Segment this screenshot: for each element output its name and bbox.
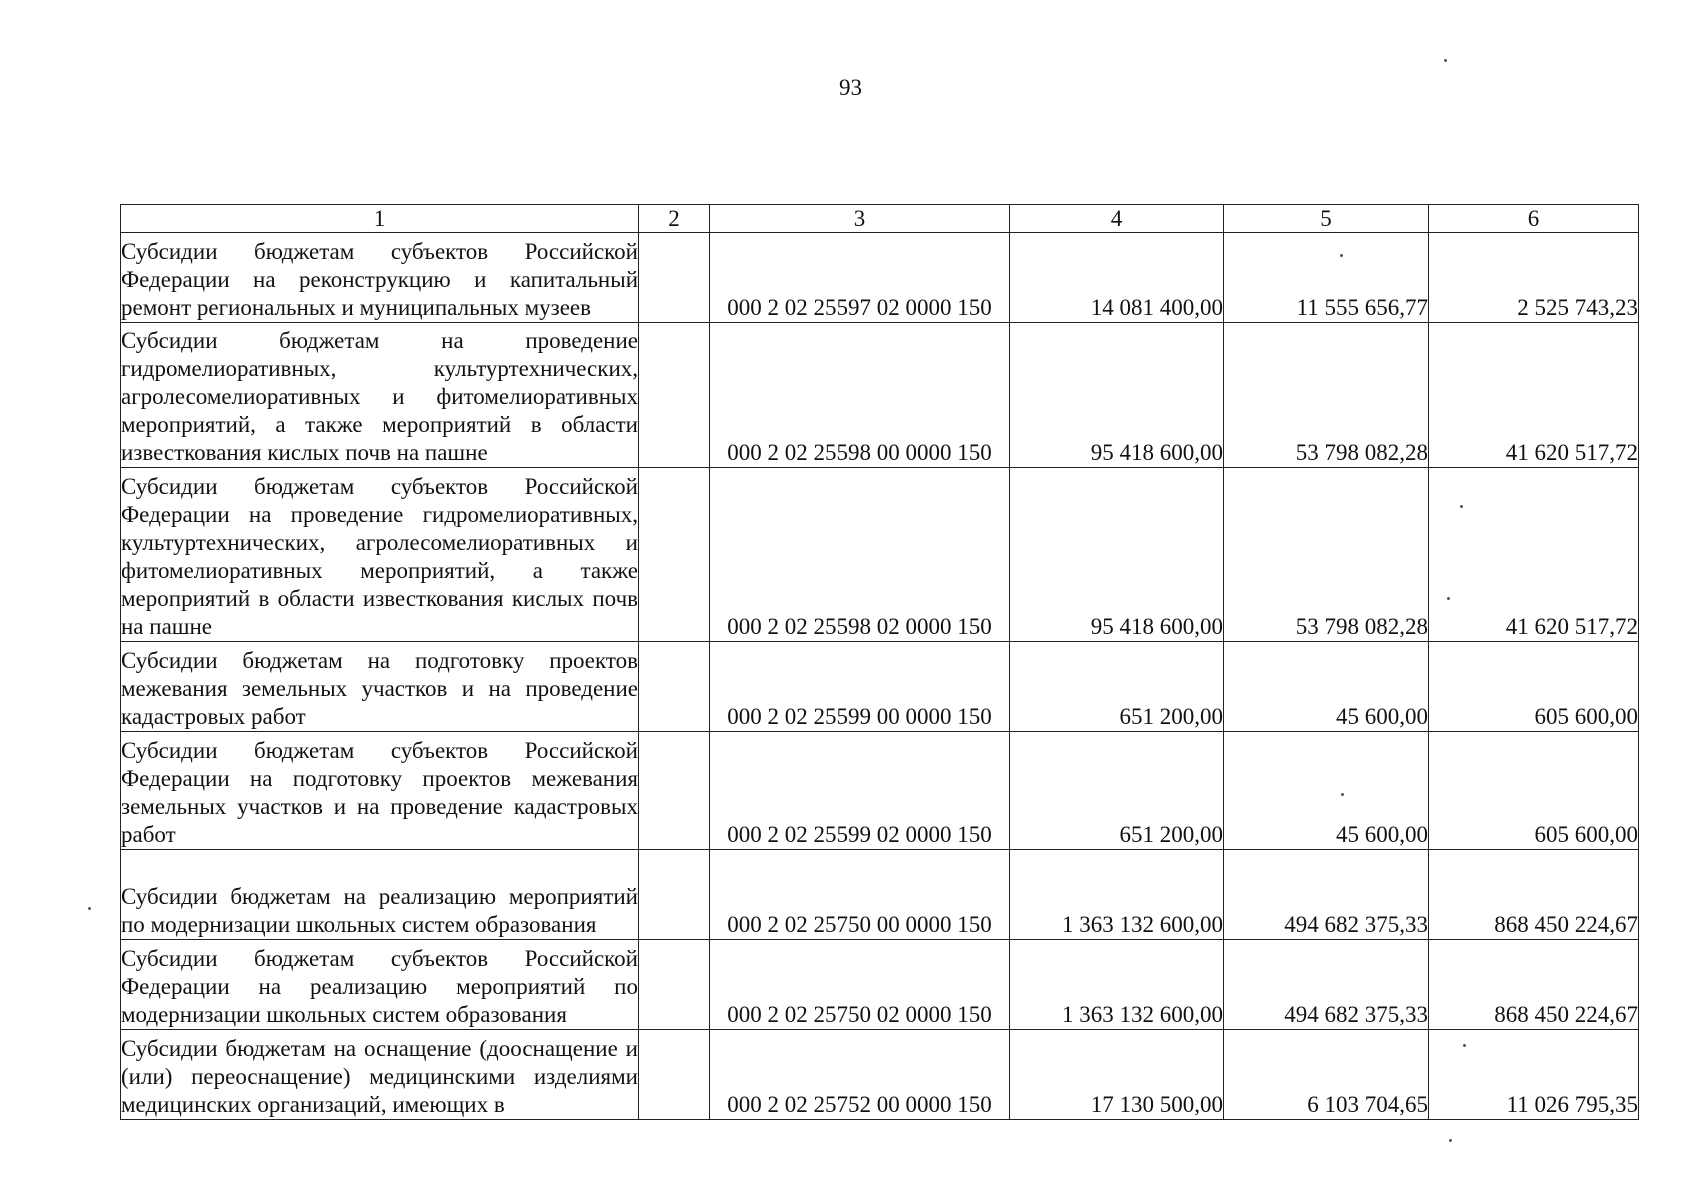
row-col2 (639, 732, 710, 850)
row-remaining: 868 450 224,67 (1429, 940, 1639, 1030)
scan-speck (1341, 793, 1344, 796)
table-row (121, 642, 1639, 732)
row-code: 000 2 02 25750 00 0000 150 (710, 850, 1010, 940)
scan-speck (1447, 597, 1450, 600)
row-executed: 11 555 656,77 (1224, 233, 1429, 323)
row-approved: 17 130 500,00 (1010, 1030, 1224, 1120)
row-approved: 95 418 600,00 (1010, 323, 1224, 468)
row-remaining: 11 026 795,35 (1429, 1030, 1639, 1120)
row-remaining: 868 450 224,67 (1429, 850, 1639, 940)
row-code: 000 2 02 25599 02 0000 150 (710, 732, 1010, 850)
header-col-6: 6 (1429, 205, 1639, 233)
row-col2 (639, 940, 710, 1030)
row-col2 (639, 323, 710, 468)
row-approved: 95 418 600,00 (1010, 468, 1224, 642)
row-col2 (639, 850, 710, 940)
row-code: 000 2 02 25597 02 0000 150 (710, 233, 1010, 323)
header-col-4: 4 (1010, 205, 1224, 233)
table-row (121, 1030, 1639, 1120)
row-approved: 651 200,00 (1010, 642, 1224, 732)
table-row (121, 323, 1639, 468)
row-description: Субсидии бюджетам на подготовку проектов межевания земельных участков и на проведение кадастровых работ (121, 642, 639, 732)
header-col-1: 1 (121, 205, 639, 233)
row-description: Субсидии бюджетам на проведение гидромелиоративных, культуртехнических, агролесомелиоративных и фитомелиоративных мероприятий, а также мероприятий в области известкования кислых почв на пашне (121, 323, 639, 468)
row-executed: 53 798 082,28 (1224, 468, 1429, 642)
row-code: 000 2 02 25598 02 0000 150 (710, 468, 1010, 642)
scan-speck (1340, 254, 1343, 257)
row-code: 000 2 02 25750 02 0000 150 (710, 940, 1010, 1030)
scan-speck (88, 907, 91, 910)
page-number: 93 (839, 75, 862, 100)
row-executed: 494 682 375,33 (1224, 940, 1429, 1030)
row-remaining: 41 620 517,72 (1429, 468, 1639, 642)
table-row (121, 732, 1639, 850)
row-code: 000 2 02 25752 00 0000 150 (710, 1030, 1010, 1120)
row-executed: 53 798 082,28 (1224, 323, 1429, 468)
row-col2 (639, 1030, 710, 1120)
scan-speck (1449, 1139, 1452, 1142)
row-remaining: 605 600,00 (1429, 642, 1639, 732)
row-description: Субсидии бюджетам субъектов Российской Федерации на реконструкцию и капитальный ремонт региональных и муниципальных музеев (121, 233, 639, 323)
row-col2 (639, 233, 710, 323)
row-executed: 494 682 375,33 (1224, 850, 1429, 940)
row-remaining: 2 525 743,23 (1429, 233, 1639, 323)
table-header-row (121, 205, 1639, 233)
table-row (121, 233, 1639, 323)
table-row (121, 468, 1639, 642)
row-description: Субсидии бюджетам субъектов Российской Федерации на проведение гидромелиоративных, культуртехнических, агролесомелиоративных и фитомелиоративных мероприятий, а также мероприятий в области известкования кислых почв на пашне (121, 468, 639, 642)
row-description: Субсидии бюджетам на оснащение (дооснащение и (или) переоснащение) медицинскими изделиями медицинских организаций, имеющих в (121, 1030, 639, 1120)
row-approved: 14 081 400,00 (1010, 233, 1224, 323)
row-approved: 651 200,00 (1010, 732, 1224, 850)
row-code: 000 2 02 25598 00 0000 150 (710, 323, 1010, 468)
table-row (121, 940, 1639, 1030)
row-col2 (639, 642, 710, 732)
row-remaining: 41 620 517,72 (1429, 323, 1639, 468)
header-col-3: 3 (710, 205, 1010, 233)
row-description: Субсидии бюджетам субъектов Российской Федерации на подготовку проектов межевания земельных участков и на проведение кадастровых работ (121, 732, 639, 850)
scan-speck (1460, 505, 1463, 508)
table-row (121, 850, 1639, 940)
header-col-5: 5 (1224, 205, 1429, 233)
row-approved: 1 363 132 600,00 (1010, 850, 1224, 940)
scan-speck (1444, 59, 1447, 62)
budget-table (120, 204, 1639, 1120)
scan-speck (1463, 1044, 1466, 1047)
row-executed: 6 103 704,65 (1224, 1030, 1429, 1120)
row-executed: 45 600,00 (1224, 642, 1429, 732)
header-col-2: 2 (639, 205, 710, 233)
row-executed: 45 600,00 (1224, 732, 1429, 850)
row-remaining: 605 600,00 (1429, 732, 1639, 850)
row-approved: 1 363 132 600,00 (1010, 940, 1224, 1030)
row-description: Субсидии бюджетам субъектов Российской Федерации на реализацию мероприятий по модернизации школьных систем образования (121, 940, 639, 1030)
row-description: Субсидии бюджетам на реализацию мероприятий по модернизации школьных систем образования (121, 850, 639, 940)
row-code: 000 2 02 25599 00 0000 150 (710, 642, 1010, 732)
row-col2 (639, 468, 710, 642)
